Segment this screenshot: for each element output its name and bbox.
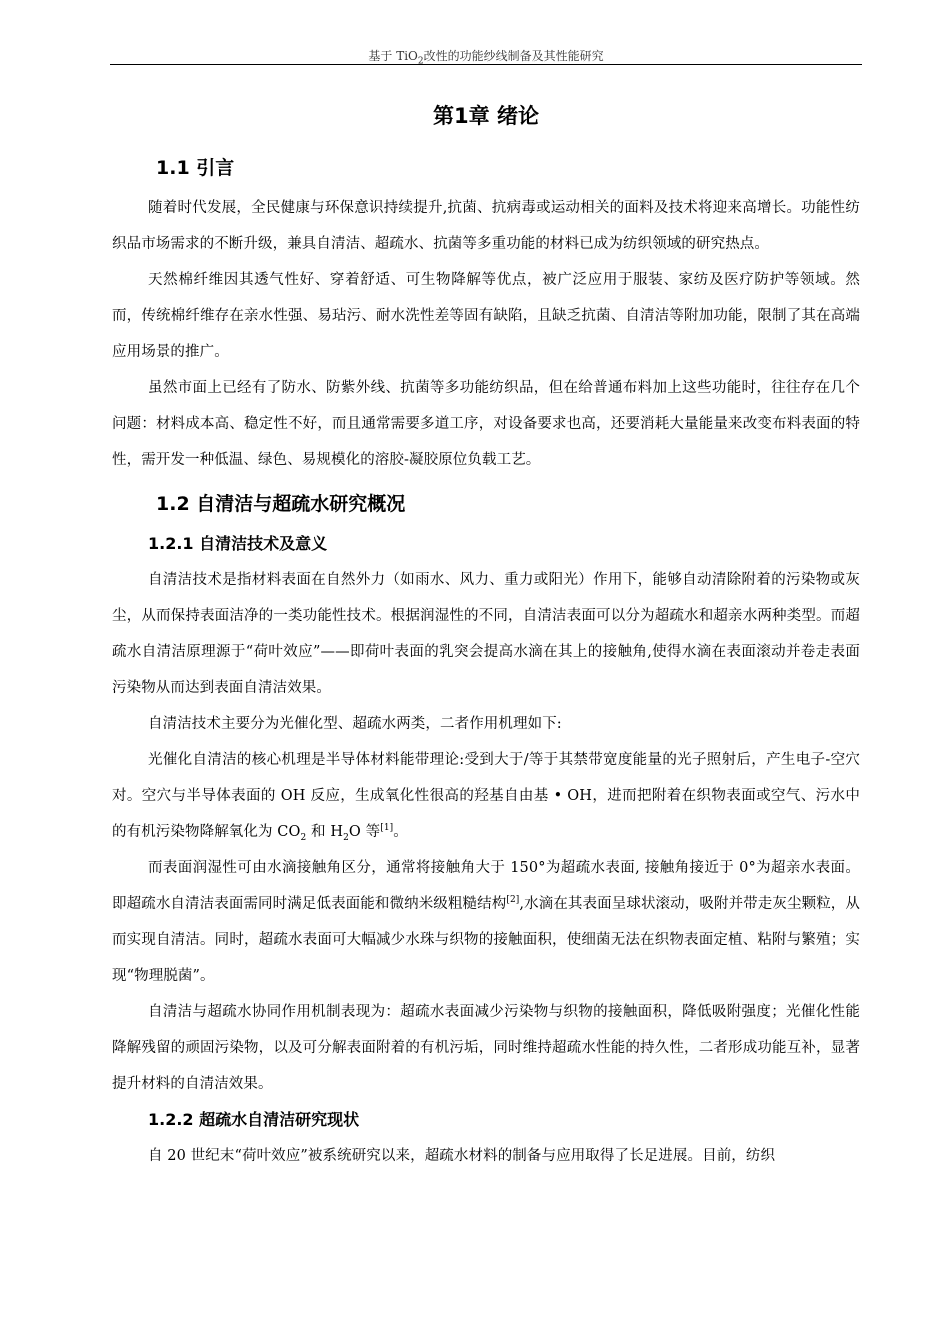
section-title-1-1: 1.1 引言 (156, 157, 235, 179)
text-run: O 等 (348, 824, 381, 840)
paragraph-intro-2: 天然棉纤维因其透气性好、穿着舒适、可生物降解等优点，被广泛应用于服装、家纺及医疗防护等领域。然而，传统棉纤维存在亲水性强、易玷污、耐水洗性差等固有缺陷，且缺乏抗菌、自清洁等附加功能，限制了其在高端应用场景的推广。 (112, 272, 860, 360)
section-title-1-2: 1.2 自清洁与超疏水研究概况 (156, 493, 406, 515)
paragraph-synergy: 自清洁与超疏水协同作用机制表现为：超疏水表面减少污染物与织物的接触面积，降低吸附强度；光催化性能降解残留的顽固污染物，以及可分解表面附着的有机污垢，同时维持超疏水性能的持久性，二者形成功能互补，显著提升材料的自清洁效果。 (112, 1004, 860, 1092)
paragraph-intro-1: 随着时代发展，全民健康与环保意识持续提升,抗菌、抗病毒或运动相关的面料及技术将迎来高增长。功能性纺织品市场需求的不断升级，兼具自清洁、超疏水、抗菌等多重功能的材料已成为纺织领域的研究热点。 (112, 200, 860, 252)
page-body (112, 98, 860, 1174)
text-run: 而表面润湿性可由水滴接触角区分，通常将接触角大于 150°为超疏水表面, 接触角接近于 0°为超亲水表面。即超疏水自清洁表面需同时满足低表面能和微纳米级粗糙结构 (112, 860, 860, 912)
text-run: 和 H (306, 824, 344, 840)
paragraph-wettability (112, 850, 860, 994)
paragraph-self-cleaning-definition: 自清洁技术是指材料表面在自然外力（如雨水、风力、重力或阳光）作用下，能够自动清除附着的污染物或灰尘，从而保持表面洁净的一类功能性技术。根据润湿性的不同，自清洁表面可以分为超疏水和超亲水两种类型。而超疏水自清洁原理源于“荷叶效应”——即荷叶表面的乳突会提高水滴在其上的接触角,使得水滴在表面滚动并卷走表面污染物从而达到表面自清洁效果。 (112, 572, 860, 696)
chapter-title: 第1章 绪论 (433, 104, 539, 128)
citation-1: [1] (380, 823, 394, 834)
text-run: 。 (393, 824, 408, 840)
running-header-prefix: 基于 TiO (368, 49, 418, 63)
paragraph-photocatalysis (112, 742, 860, 850)
paragraph-research-status: 自 20 世纪末“荷叶效应”被系统研究以来，超疏水材料的制备与应用取得了长足进展。目前，纺织 (148, 1148, 776, 1164)
citation-2: [2] (506, 895, 520, 906)
subscript: 2 (300, 832, 307, 843)
running-header-subscript: 2 (417, 56, 424, 67)
running-header (110, 47, 862, 67)
subsection-title-1-2-2: 1.2.2 超疏水自清洁研究现状 (148, 1110, 360, 1129)
header-rule (110, 64, 862, 65)
subscript: 2 (343, 832, 349, 843)
text-run: 光催化自清洁的核心机理是半导体材料能带理论:受到大于/等于其禁带宽度能量的光子照射后，产生电子-空穴对。空穴与半导体表面的 OH 反应，生成氧化性很高的羟基自由基 • OH，进而把附着在织物表面或空气、污水中的有机污染物降解氧化为 CO (112, 752, 860, 840)
text-run: ,水滴在其表面呈球状滚动，吸附并带走灰尘颗粒，从而实现自清洁。同时，超疏水表面可大幅减少水珠与织物的接触面积，使细菌无法在织物表面定植、粘附与繁殖；实现“物理脱菌”。 (112, 896, 860, 984)
running-header-suffix: 改性的功能纱线制备及其性能研究 (423, 49, 604, 63)
subsection-title-1-2-1: 1.2.1 自清洁技术及意义 (148, 534, 328, 553)
paragraph-intro-3: 虽然市面上已经有了防水、防紫外线、抗菌等多功能纺织品，但在给普通布料加上这些功能时，往往存在几个问题：材料成本高、稳定性不好，而且通常需要多道工序，对设备要求也高，还要消耗大量能量来改变布料表面的特性，需开发一种低温、绿色、易规模化的溶胶-凝胶原位负载工艺。 (112, 380, 860, 468)
paragraph-self-cleaning-types: 自清洁技术主要分为光催化型、超疏水两类，二者作用机理如下: (148, 716, 562, 732)
